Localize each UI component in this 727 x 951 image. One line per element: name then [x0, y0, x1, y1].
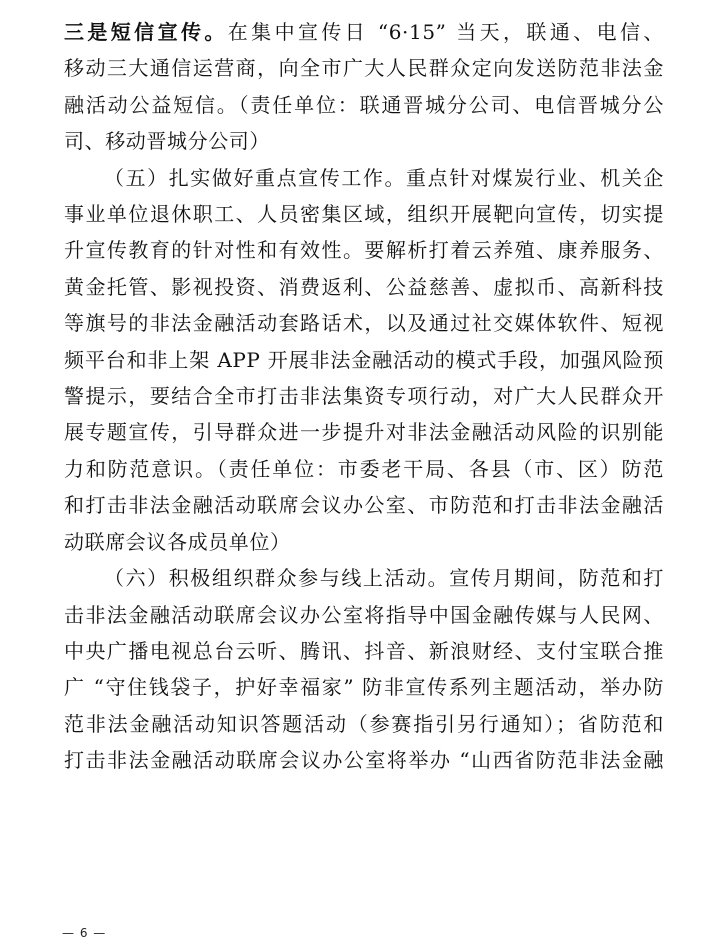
text-line: [64, 305, 664, 341]
line-text: 频平台和非上架 APP 开展非法金融活动的模式手段，加强风险预: [64, 347, 664, 372]
line-text: （五）扎实做好重点宣传工作。重点针对煤炭行业、机关企: [104, 165, 664, 190]
line-text: 黄金托管、影视投资、消费返利、公益慈善、虚拟币、高新科技: [64, 274, 664, 299]
line-text: 展专题宣传，引导群众进一步提升对非法金融活动风险的识别能: [64, 420, 664, 445]
text-line: [64, 160, 664, 196]
page-number: — 6 —: [62, 926, 107, 940]
text-line: [64, 342, 664, 378]
paragraph-heading: 三是短信宣传。: [64, 20, 228, 44]
line-text: 击非法金融活动联席会议办公室将指导中国金融传媒与人民网、: [64, 602, 664, 627]
line-text: 范非法金融活动知识答题活动（参赛指引另行通知）；省防范和: [64, 711, 664, 736]
text-line: [64, 451, 664, 487]
line-text: 警提示，要结合全市打击非法集资专项行动，对广大人民群众开: [64, 384, 664, 409]
paragraph-p3: [64, 14, 664, 160]
text-line: [64, 123, 664, 159]
line-text: 中央广播电视总台云听、腾讯、抖音、新浪财经、支付宝联合推: [64, 638, 664, 663]
text-line: [64, 706, 664, 742]
text-line: [64, 87, 664, 123]
line-text: 等旗号的非法金融活动套路话术，以及通过社交媒体软件、短视: [64, 311, 664, 336]
line-text: 打击非法金融活动联席会议办公室将举办 “山西省防范非法金融: [64, 748, 664, 773]
line-text: 升宣传教育的针对性和有效性。要解析打着云养殖、康养服务、: [64, 238, 664, 263]
line-text: 力和防范意识。（责任单位：市委老干局、各县（市、区）防范: [64, 456, 664, 481]
line-text: 司、移动晋城分公司）: [64, 129, 270, 154]
line-text: 移动三大通信运营商，向全市广大人民群众定向发送防范非法金: [64, 56, 664, 81]
line-text: 和打击非法金融活动联席会议办公室、市防范和打击非法金融活: [64, 493, 664, 518]
text-line: [64, 487, 664, 523]
line-text: 融活动公益短信。（责任单位：联通晋城分公司、电信晋城分公: [64, 92, 664, 117]
text-line: [64, 14, 664, 50]
text-line: [64, 597, 664, 633]
text-line: [64, 524, 664, 560]
text-line: [64, 196, 664, 232]
line-text: 在集中宣传日 “6·15” 当天，联通、电信、: [227, 20, 665, 44]
line-text: 事业单位退休职工、人员密集区域，组织开展靶向宣传，切实提: [64, 202, 664, 227]
document-page: [64, 14, 664, 779]
text-line: [64, 669, 664, 705]
text-line: [64, 269, 664, 305]
paragraph-p6: [64, 560, 664, 778]
text-line: [64, 232, 664, 268]
line-text: 广 “守住钱袋子，护好幸福家” 防非宣传系列主题活动，举办防: [64, 675, 664, 700]
paragraph-p5: [64, 160, 664, 560]
text-line: [64, 742, 664, 778]
text-line: [64, 414, 664, 450]
text-line: [64, 378, 664, 414]
text-line: [64, 50, 664, 86]
line-text: 动联席会议各成员单位）: [64, 529, 291, 554]
line-text: （六）积极组织群众参与线上活动。宣传月期间，防范和打: [104, 566, 664, 591]
text-line: [64, 560, 664, 596]
text-line: [64, 633, 664, 669]
